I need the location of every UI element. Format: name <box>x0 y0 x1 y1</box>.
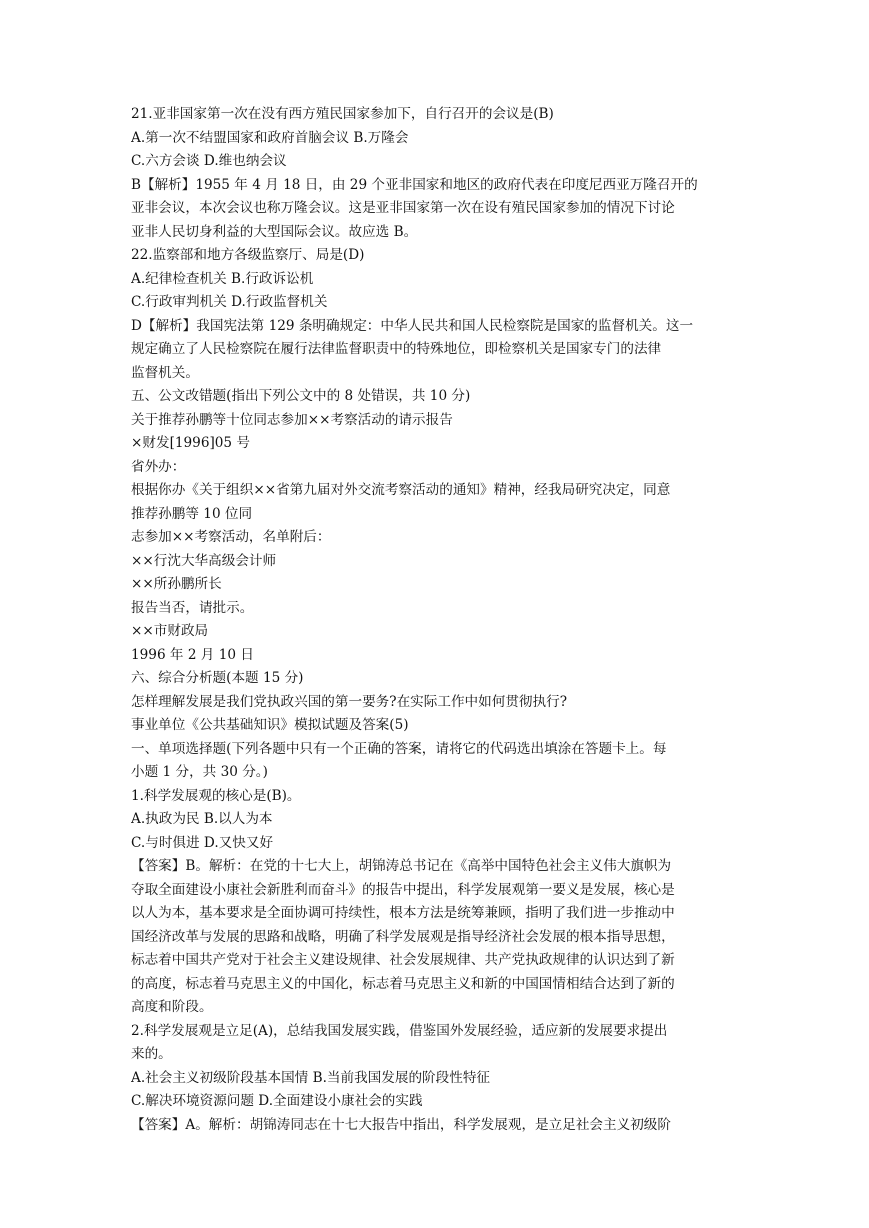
text-line: 高度和阶段。 <box>131 999 213 1015</box>
text-line: B【解析】1955 年 4 月 18 日，由 29 个亚非国家和地区的政府代表在印度尼西亚万隆召开的 <box>131 176 698 193</box>
text-line: ××所孙鹏所长 <box>131 576 222 592</box>
document-title: 事业单位《公共基础知识》模拟试题及答案(5) <box>131 717 409 733</box>
text-line: 1.科学发展观的核心是(B)。 <box>131 787 301 804</box>
section-heading: 一、单项选择题(下列各题中只有一个正确的答案，请将它的代码选出填涂在答题卡上。每 <box>131 740 667 757</box>
text-line: C.与时俱进 D.又快又好 <box>131 834 274 851</box>
text-line: C.解决环境资源问题 D.全面建设小康社会的实践 <box>131 1093 423 1109</box>
text-line: 报告当否，请批示。 <box>131 599 254 616</box>
text-line: 以人为本，基本要求是全面协调可持续性，根本方法是统筹兼顾，指明了我们进一步推动中 <box>131 905 675 921</box>
text-line: A.纪律检查机关 B.行政诉讼机 <box>131 270 314 287</box>
text-line: 22.监察部和地方各级监察厅、局是(D) <box>131 247 365 263</box>
section-heading: 五、公文改错题(指出下列公文中的 8 处错误，共 10 分) <box>131 388 471 404</box>
text-line: 规定确立了人民检察院在履行法律监督职责中的特殊地位，即检察机关是国家专门的法律 <box>131 341 662 357</box>
text-line: C.六方会谈 D.维也纳会议 <box>131 153 287 169</box>
section-heading: 六、综合分析题(本题 15 分) <box>131 670 304 686</box>
text-line: 2.科学发展观是立足(A)，总结我国发展实践，借鉴国外发展经验，适应新的发展要求提出 <box>131 1022 668 1039</box>
text-line: 的高度，标志着马克思主义的中国化，标志着马克思主义和新的中国国情相结合达到了新的 <box>131 975 675 992</box>
text-line: 推荐孙鹏等 10 位同 <box>131 505 253 522</box>
text-line: 亚非人民切身利益的大型国际会议。故应选 B。 <box>131 223 418 240</box>
text-line: 亚非会议，本次会议也称万隆会议。这是亚非国家第一次在设有殖民国家参加的情况下讨论 <box>131 200 675 216</box>
text-line: A.第一次不结盟国家和政府首脑会议 B.万隆会 <box>131 129 409 146</box>
text-line: ××市财政局 <box>131 623 209 639</box>
text-line: 监督机关。 <box>131 364 199 381</box>
text-line: 【答案】A。解析：胡锦涛同志在十七大报告中指出，科学发展观，是立足社会主义初级阶 <box>131 1116 671 1133</box>
text-line: C.行政审判机关 D.行政监督机关 <box>131 294 328 310</box>
text-line: 怎样理解发展是我们党执政兴国的第一要务?在实际工作中如何贯彻执行? <box>131 693 567 710</box>
text-line: 小题 1 分，共 30 分。) <box>131 764 268 780</box>
text-line: D【解析】我国宪法第 129 条明确规定：中华人民共和国人民检察院是国家的监督机关。这一 <box>131 317 694 334</box>
text-line: 来的。 <box>131 1046 172 1062</box>
text-line: A.社会主义初级阶段基本国情 B.当前我国发展的阶段性特征 <box>131 1069 491 1086</box>
text-line: A.执政为民 B.以人为本 <box>131 811 273 827</box>
text-line: ×财发[1996]05 号 <box>131 435 250 451</box>
text-line: 根据你办《关于组织××省第九届对外交流考察活动的通知》精神，经我局研究决定，同意 <box>131 482 671 498</box>
text-line: 关于推荐孙鹏等十位同志参加××考察活动的请示报告 <box>131 411 453 428</box>
text-line: 国经济改革与发展的思路和战略，明确了科学发展观是指导经济社会发展的根本指导思想， <box>131 928 675 945</box>
text-line: 标志着中国共产党对于社会主义建设规律、社会发展规律、共产党执政规律的认识达到了新 <box>131 952 675 968</box>
text-line: 【答案】B。解析：在党的十七大上，胡锦涛总书记在《高举中国特色社会主义伟大旗帜为 <box>131 858 672 874</box>
text-line: ××行沈大华高级会计师 <box>131 552 277 569</box>
text-line: 省外办： <box>131 458 186 475</box>
text-line: 夺取全面建设小康社会新胜利而奋斗》的报告中提出，科学发展观第一要义是发展，核心是 <box>131 881 675 898</box>
text-line: 志参加××考察活动，名单附后： <box>131 529 331 545</box>
text-line: 21.亚非国家第一次在没有西方殖民国家参加下，自行召开的会议是(B) <box>131 106 554 122</box>
text-line: 1996 年 2 月 10 日 <box>131 646 254 663</box>
document-page <box>131 103 741 1137</box>
